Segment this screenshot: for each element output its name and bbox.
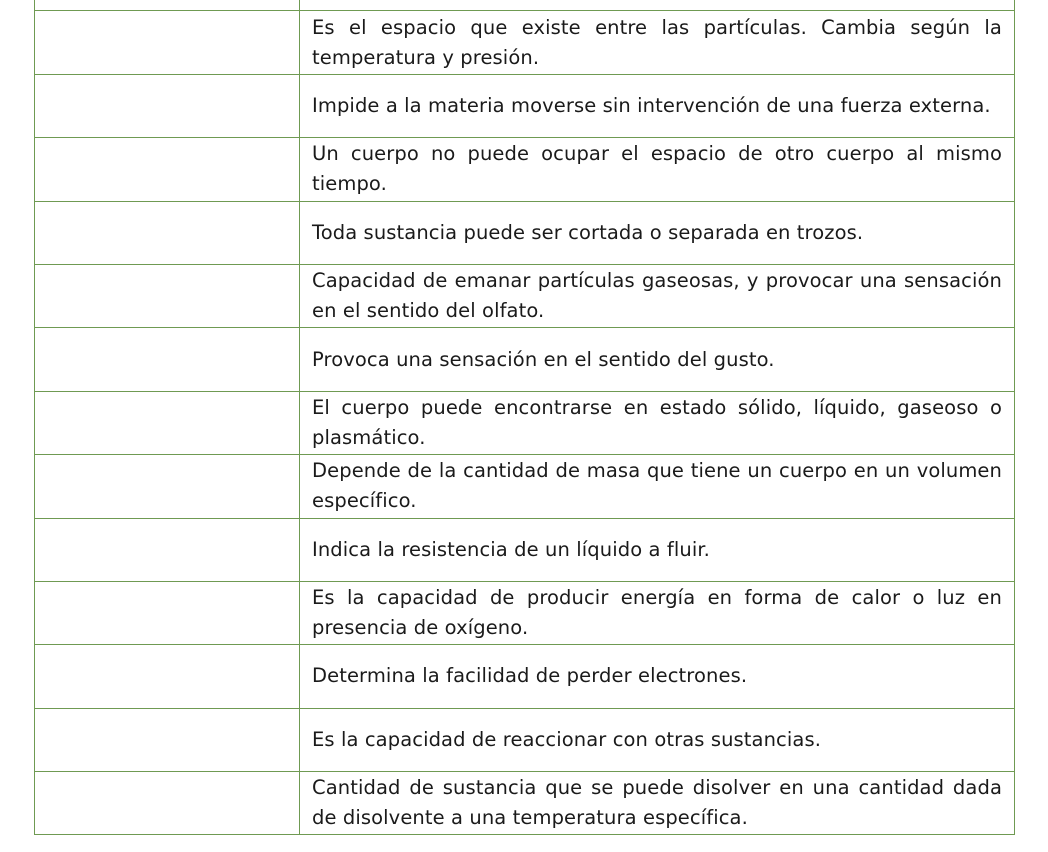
answer-cell[interactable] — [35, 328, 300, 391]
description-cell — [300, 645, 1015, 708]
answer-cell[interactable] — [35, 518, 300, 581]
description-text: Un cuerpo no puede ocupar el espacio de otro cuerpo al mismo tiempo. — [312, 142, 1002, 196]
table-row — [35, 455, 1015, 518]
description-text: Provoca una sensación en el sentido del gusto. — [312, 347, 775, 371]
description-text: Cantidad de sustancia que se puede disolver en una cantidad dada de disolvente a una temperatura específica. — [312, 776, 1002, 830]
table-row — [35, 328, 1015, 391]
description-text: El cuerpo puede encontrarse en estado sólido, líquido, gaseoso o plasmático. — [312, 395, 1002, 449]
table-row — [35, 518, 1015, 581]
description-cell — [300, 455, 1015, 518]
table-row — [35, 138, 1015, 201]
description-cell — [300, 201, 1015, 264]
description-text: Es la capacidad de reaccionar con otras sustancias. — [312, 727, 821, 751]
answer-cell[interactable] — [35, 138, 300, 201]
description-cell — [300, 0, 1015, 11]
table-row — [35, 264, 1015, 327]
table-row — [35, 201, 1015, 264]
description-text: Determina la facilidad de perder electrones. — [312, 664, 748, 688]
description-cell — [300, 772, 1015, 835]
worksheet-page — [34, 0, 1014, 835]
table-row — [35, 645, 1015, 708]
answer-cell[interactable] — [35, 581, 300, 644]
description-text: Capacidad de emanar partículas gaseosas, y provocar una sensación en el sentido del olfato. — [312, 269, 1002, 323]
description-text: Es la capacidad de producir energía en forma de calor o luz en presencia de oxígeno. — [312, 586, 1002, 640]
description-cell — [300, 581, 1015, 644]
description-cell — [300, 328, 1015, 391]
answer-cell[interactable] — [35, 74, 300, 137]
table-row — [35, 772, 1015, 835]
answer-cell[interactable] — [35, 0, 300, 11]
description-cell — [300, 74, 1015, 137]
table-body — [35, 0, 1015, 835]
answer-cell[interactable] — [35, 11, 300, 74]
description-cell — [300, 264, 1015, 327]
description-text: Toda sustancia puede ser cortada o separada en trozos. — [312, 220, 864, 244]
description-cell — [300, 391, 1015, 454]
description-text: Indica la resistencia de un líquido a fluir. — [312, 537, 710, 561]
answer-cell[interactable] — [35, 708, 300, 771]
description-cell — [300, 518, 1015, 581]
table-row — [35, 391, 1015, 454]
description-text: Depende de la cantidad de masa que tiene un cuerpo en un volumen específico. — [312, 459, 1002, 513]
answer-cell[interactable] — [35, 455, 300, 518]
description-text: Impide a la materia moverse sin intervención de una fuerza externa. — [312, 93, 991, 117]
answer-cell[interactable] — [35, 264, 300, 327]
table-row — [35, 708, 1015, 771]
table-row — [35, 0, 1015, 11]
description-cell — [300, 708, 1015, 771]
description-cell — [300, 11, 1015, 74]
description-cell — [300, 138, 1015, 201]
answer-cell[interactable] — [35, 391, 300, 454]
description-text: Es el espacio que existe entre las partículas. Cambia según la temperatura y presión. — [312, 15, 1002, 69]
answer-cell[interactable] — [35, 772, 300, 835]
answer-cell[interactable] — [35, 645, 300, 708]
properties-matching-table — [34, 0, 1015, 835]
answer-cell[interactable] — [35, 201, 300, 264]
table-row — [35, 11, 1015, 74]
table-row — [35, 74, 1015, 137]
table-row — [35, 581, 1015, 644]
